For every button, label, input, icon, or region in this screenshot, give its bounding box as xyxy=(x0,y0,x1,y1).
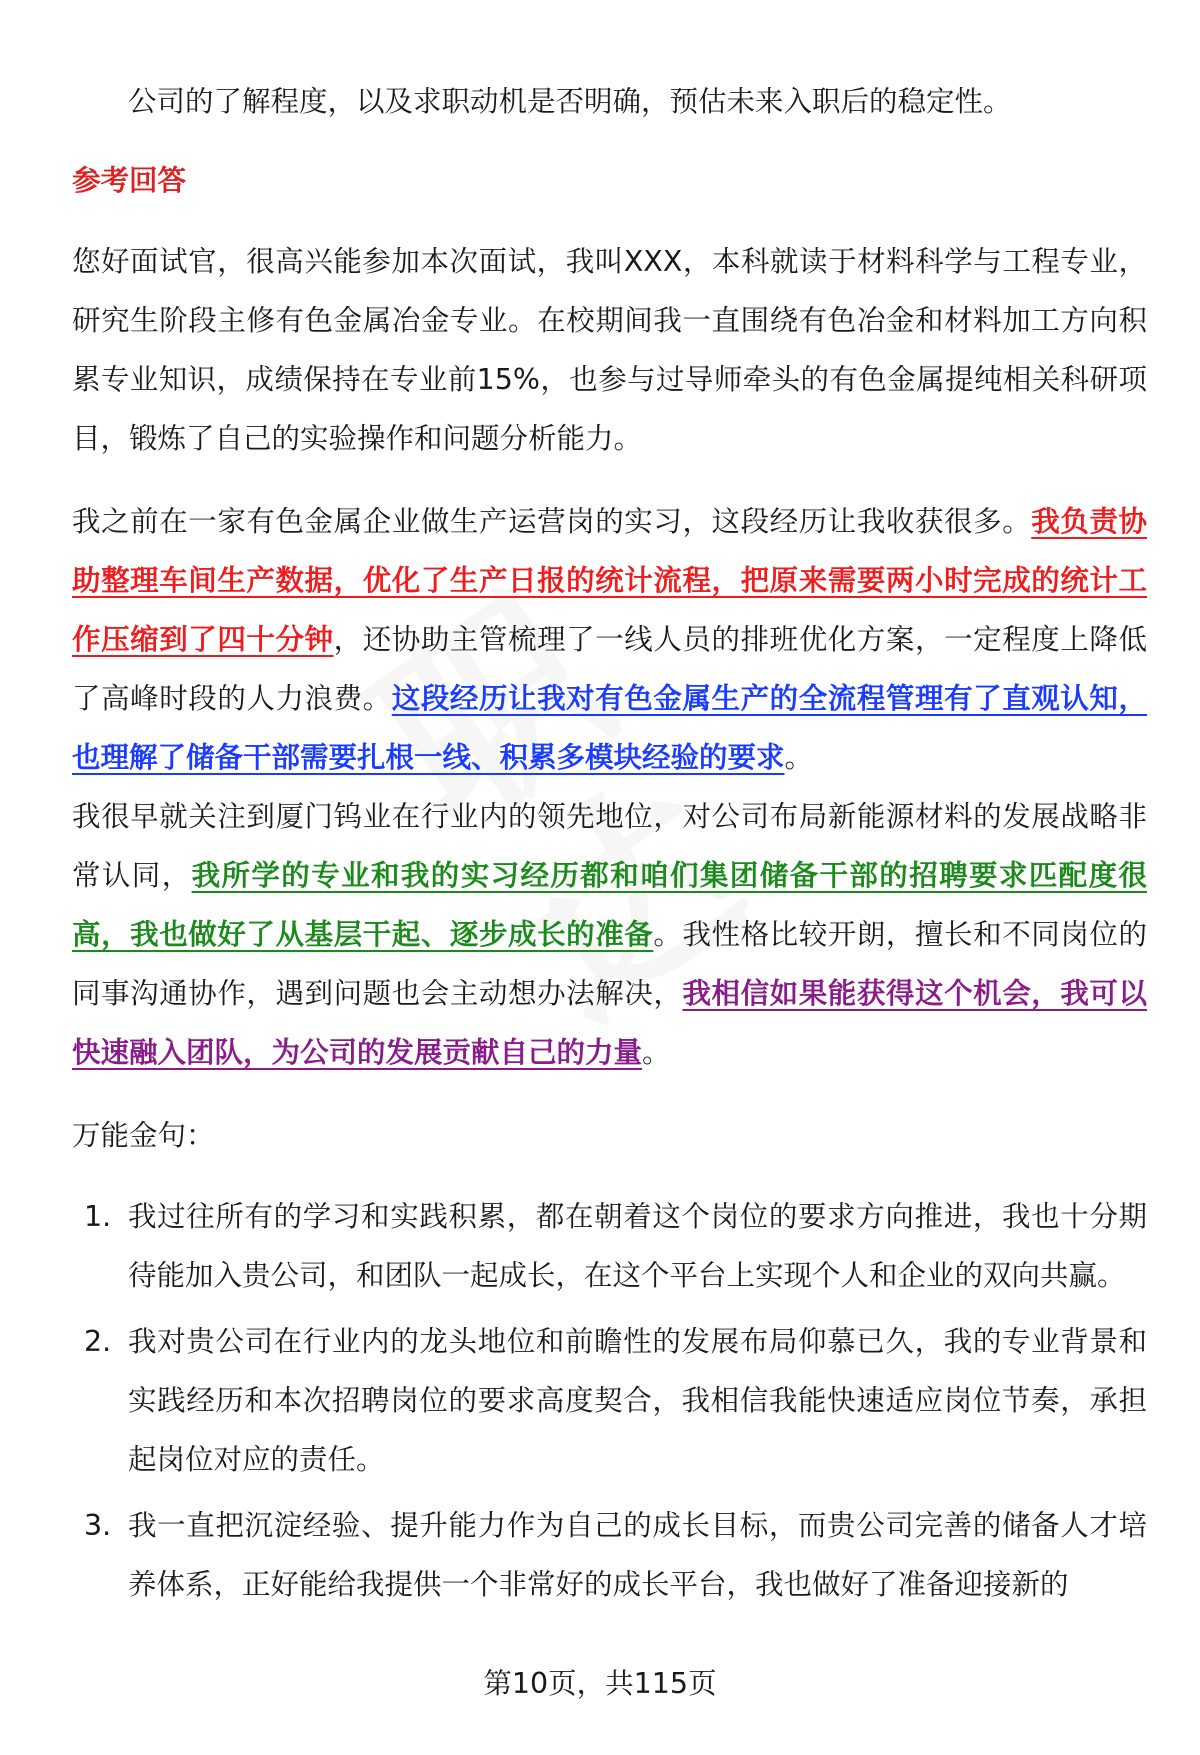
answer-paragraph-2 xyxy=(72,492,1147,787)
answer-paragraph-1: 您好面试官，很高兴能参加本次面试，我叫XXX，本科就读于材料科学与工程专业，研究生阶段主修有色金属冶金专业。在校期间我一直围绕有色冶金和材料加工方向积累专业知识，成绩保持在专业前15%，也参与过导师牵头的有色金属提纯相关科研项目，锻炼了自己的实验操作和问题分析能力。 xyxy=(72,245,1147,455)
list-number: 1. xyxy=(84,1200,112,1233)
highlight-green: 我所学的专业和我的实习经历都和咱们集团储备干部的招聘要求匹配度很高，我也做好了从基层干起、逐步成长的准备 xyxy=(72,859,1147,951)
list-item xyxy=(72,1187,1147,1305)
highlight-purple: 我相信如果能获得这个机会，我可以快速融入团队，为公司的发展贡献自己的力量 xyxy=(72,977,1147,1069)
section-heading: 参考回答 xyxy=(72,164,187,197)
list-number: 2. xyxy=(84,1325,112,1358)
intro-tail-paragraph: 公司的了解程度，以及求职动机是否明确，预估未来入职后的稳定性。 xyxy=(128,85,1012,118)
para3-text-2: 。我性格比较开朗，擅长和不同岗位的同事沟通协作，遇到问题也会主动想办法解决， xyxy=(72,918,1147,1010)
list-item-text: 我对贵公司在行业内的龙头地位和前瞻性的发展布局仰慕已久，我的专业背景和实践经历和本次招聘岗位的要求高度契合，我相信我能快速适应岗位节奏，承担起岗位对应的责任。 xyxy=(128,1325,1147,1476)
list-number: 3. xyxy=(84,1509,112,1542)
document-page xyxy=(72,72,1147,1621)
list-item-text: 我过往所有的学习和实践积累，都在朝着这个岗位的要求方向推进，我也十分期待能加入贵公司，和团队一起成长，在这个平台上实现个人和企业的双向共赢。 xyxy=(128,1200,1147,1292)
golden-sentences-label: 万能金句： xyxy=(72,1119,215,1152)
golden-sentences-list xyxy=(72,1187,1147,1614)
page-indicator: 第10页，共115页 xyxy=(483,1667,717,1700)
list-item xyxy=(72,1312,1147,1489)
list-item xyxy=(72,1496,1147,1614)
para2-text-2: ，还协助主管梳理了一线人员的排班优化方案，一定程度上降低了高峰时段的人力浪费。 xyxy=(72,623,1147,715)
para2-text-3: 。 xyxy=(784,741,814,774)
para2-text-1: 我之前在一家有色金属企业做生产运营岗的实习，这段经历让我收获很多。 xyxy=(72,505,1032,538)
list-item-text: 我一直把沉淀经验、提升能力作为自己的成长目标，而贵公司完善的储备人才培养体系，正好能给我提供一个非常好的成长平台，我也做好了准备迎接新的 xyxy=(128,1509,1147,1601)
answer-paragraph-3 xyxy=(72,787,1147,1082)
highlight-red: 我负责协助整理车间生产数据，优化了生产日报的统计流程，把原来需要两小时完成的统计工作压缩到了四十分钟 xyxy=(72,505,1147,656)
highlight-blue: 这段经历让我对有色金属生产的全流程管理有了直观认知，也理解了储备干部需要扎根一线、积累多模块经验的要求 xyxy=(72,682,1147,774)
para3-text-1: 我很早就关注到厦门钨业在行业内的领先地位，对公司布局新能源材料的发展战略非常认同， xyxy=(72,800,1147,892)
para3-text-3: 。 xyxy=(642,1036,671,1069)
